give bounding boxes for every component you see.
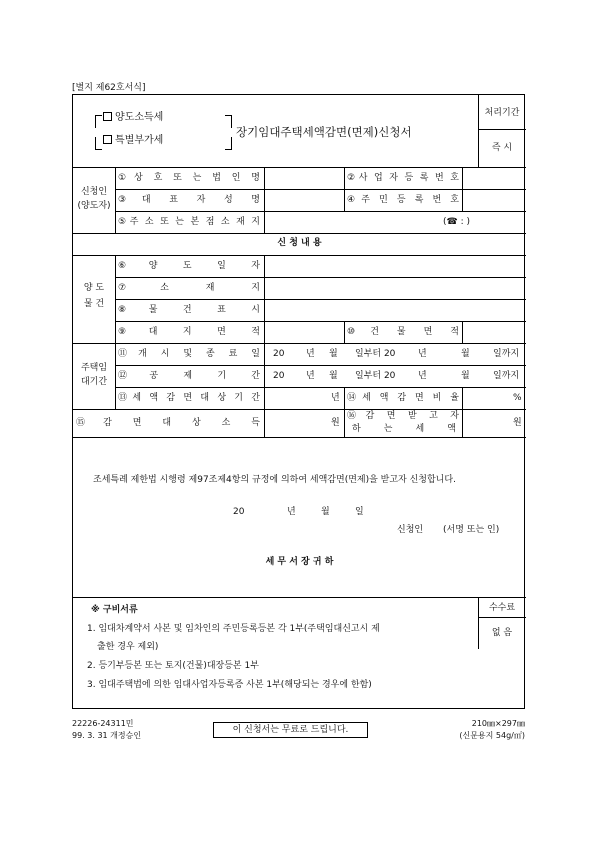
paper-type: (신문용지 54g/㎡)	[459, 731, 525, 740]
requested-reduction-label: ⑯감 면 받 고 자	[347, 411, 459, 421]
document-item: 3. 임대주택법에 의한 임대사업자등록증 사본 1부(해당되는 경우에 한함)	[87, 680, 372, 690]
deduction-period-label: ⑫공 제 기 간	[118, 371, 260, 381]
bracket-bottom-right	[225, 137, 232, 150]
section-title: 신 청 내 용	[277, 238, 322, 248]
lease-dates-label: ⑪개 시 및 종 료 일	[118, 349, 260, 359]
form-number: [별지 제62호서식]	[72, 83, 146, 93]
document-item: 1. 임대차계약서 사본 및 임차인의 주민등록등본 각 1부(주택임대신고시 제	[87, 624, 380, 634]
property-sublabel: 물 건	[83, 299, 105, 309]
property-description-label: ⑧물 건 표 시	[118, 305, 260, 315]
lease-sublabel: 대기간	[80, 377, 108, 387]
applicant-sublabel: (양도자)	[77, 201, 111, 211]
land-area-label: ⑨대 지 면 적	[118, 327, 260, 337]
fee-label: 수수료	[488, 603, 516, 613]
phone-field[interactable]: (☎ : )	[443, 217, 470, 227]
bracket-top-left	[95, 115, 102, 128]
bracket-bottom-left	[95, 137, 102, 150]
transfer-date-label: ⑥양 도 일 자	[118, 261, 260, 271]
free-notice: 이 신청서는 무료로 드립니다.	[213, 722, 368, 738]
checkbox-special-additional-tax[interactable]: 특별부가세	[103, 135, 163, 146]
checkbox-icon	[103, 135, 112, 144]
business-name-label: ①상 호 또 는 법 인 명	[118, 173, 260, 183]
address-label: ⑤주 소 또 는 본 점 소 재 지	[118, 217, 260, 227]
paper-size: 210㎜×297㎜	[471, 719, 525, 728]
signer-label: 신청인	[397, 525, 424, 535]
addressee: 세 무 서 장 귀 하	[265, 557, 334, 567]
building-area-label: ⑩건 물 면 적	[347, 327, 459, 337]
representative-name-label: ③대 표 자 성 명	[118, 195, 260, 205]
approval-date: 99. 3. 31 개정승인	[72, 731, 142, 740]
lease-label: 주택임	[80, 363, 108, 373]
property-label: 양 도	[83, 283, 105, 293]
checkbox-icon	[103, 112, 112, 121]
applicant-label: 신청인	[80, 187, 108, 197]
location-label: ⑦소 재 지	[118, 283, 260, 293]
checkbox-transfer-income-tax[interactable]: 양도소득세	[103, 112, 163, 123]
processing-period-value: 즉 시	[491, 143, 513, 153]
form-title: 장기임대주택세액감면(면제)신청서	[236, 125, 412, 139]
signature-field[interactable]: (서명 또는 인)	[443, 525, 500, 535]
fee-value: 없 음	[491, 628, 513, 638]
reduction-period-label: ⑬세 액 감 면 대 상 기 간	[118, 393, 260, 403]
declaration-text: 조세특례 제한법 시행령 제97조제4항의 규정에 의하여 세액감면(면제)을 받고자 신청합니다.	[93, 475, 456, 485]
application-form: 양도소득세 특별부가세 장기임대주택세액감면(면제)신청서 처리기간 즉 시 신청인 (양도자) ①상 호 또 는 법 인 명 ②사 업 자 등 록 번 호 ③대 표 자 성 명 ④주 민 등 록 번 호 ⑤주 소 또 는 본 점 소 재 지 (☎ : ) 신 청 내 용 양 도 물 건 ⑥양 도 일 자 ⑦소 재 지 ⑧물 건 표 시 ⑨대 지 면 적 ⑩건 물 면 적 주택임 대기간 ⑪개 시 및 종 료 일 20 년 월 일부터 20 년 월 일까지 ⑫공 제 기 간 20 년 월 일부터 20 년 월 일까지 ⑬세 액 감 면 대 상 기 간 년 ⑭세 액 감 면 비 율 % ⑮감 면 대 상 소 득 원 ⑯감 면 받 고 자 하 는 세 액 원 조세특례 제한법 시행령 제97조제4항의 규정에 의하여 세액감면(면제)을 받고자 신청합니다. 20 년 월 일 신청인 (서명 또는 인) 세 무 서 장 귀 하 ※ 구비서류 1. 임대차계약서 사본 및 임차인의 주민등록등본 각 1부(주택임대신고시 제 출한 경우 제외) 2. 등기부등본 또는 토지(건물)대장등본 1부 3. 임대주택법에 의한 임대사업자등록증 사본 1부(해당되는 경우에 한함) 수수료 없 음	[72, 94, 525, 709]
processing-period-label: 처리기간	[484, 108, 520, 118]
document-item: 출한 경우 제외)	[97, 642, 159, 652]
document-item: 2. 등기부등본 또는 토지(건물)대장등본 1부	[87, 661, 259, 671]
resident-registration-label: ④주 민 등 록 번 호	[347, 195, 459, 205]
reduction-rate-label: ⑭세 액 감 면 비 율	[347, 393, 459, 403]
required-documents-title: ※ 구비서류	[91, 605, 138, 615]
bracket-top-right	[225, 115, 232, 128]
business-registration-label: ②사 업 자 등 록 번 호	[347, 173, 459, 183]
form-code: 22226-24311민	[72, 719, 134, 728]
reduction-income-label: ⑮감 면 대 상 소 득	[76, 418, 260, 428]
